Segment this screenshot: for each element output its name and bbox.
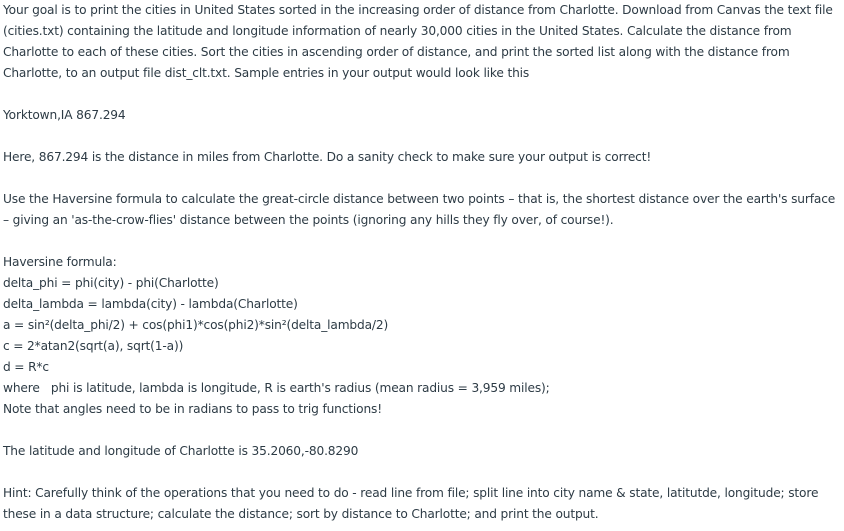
formula-line: Note that angles need to be in radians to pass to trig functions! <box>3 402 382 416</box>
formula-line: delta_lambda = lambda(city) - lambda(Charlotte) <box>3 297 298 311</box>
haversine-intro-paragraph: Use the Haversine formula to calculate the great-circle distance between two points – that is, the shortest distance over the earth's surface – giving an 'as-the-crow-flies' distance between the points (ignoring any hills they fly over, of course!). <box>3 192 836 227</box>
charlotte-coordinates: The latitude and longitude of Charlotte is 35.2060,-80.8290 <box>3 444 359 458</box>
sample-entry: Yorktown,IA 867.294 <box>3 108 126 122</box>
hint-paragraph: Hint: Carefully think of the operations that you need to do - read line from file; split line into city name & state, latitutde, longitude; store these in a data structure; calculate the distance; sort by distance to Charlotte; and print the output. <box>3 486 819 521</box>
formula-heading: Haversine formula: <box>3 255 117 269</box>
formula-line: a = sin²(delta_phi/2) + cos(phi1)*cos(phi2)*sin²(delta_lambda/2) <box>3 318 389 332</box>
intro-paragraph: Your goal is to print the cities in United States sorted in the increasing order of distance from Charlotte. Download from Canvas the text file (cities.txt) containing the latitude and longitude information of nearly 30,000 cities in the United States. Calculate the distance from Charlotte to each of these cities. Sort the cities in ascending order of distance, and print the sorted list along with the distance from Charlotte, to an output file dist_clt.txt. Sample entries in your output would look like this <box>3 3 833 80</box>
formula-line: delta_phi = phi(city) - phi(Charlotte) <box>3 276 219 290</box>
formula-line: where phi is latitude, lambda is longitude, R is earth's radius (mean radius = 3,959 miles); <box>3 381 550 395</box>
formula-line: c = 2*atan2(sqrt(a), sqrt(1-a)) <box>3 339 184 353</box>
explanation-paragraph: Here, 867.294 is the distance in miles from Charlotte. Do a sanity check to make sure your output is correct! <box>3 150 652 164</box>
formula-line: d = R*c <box>3 360 49 374</box>
